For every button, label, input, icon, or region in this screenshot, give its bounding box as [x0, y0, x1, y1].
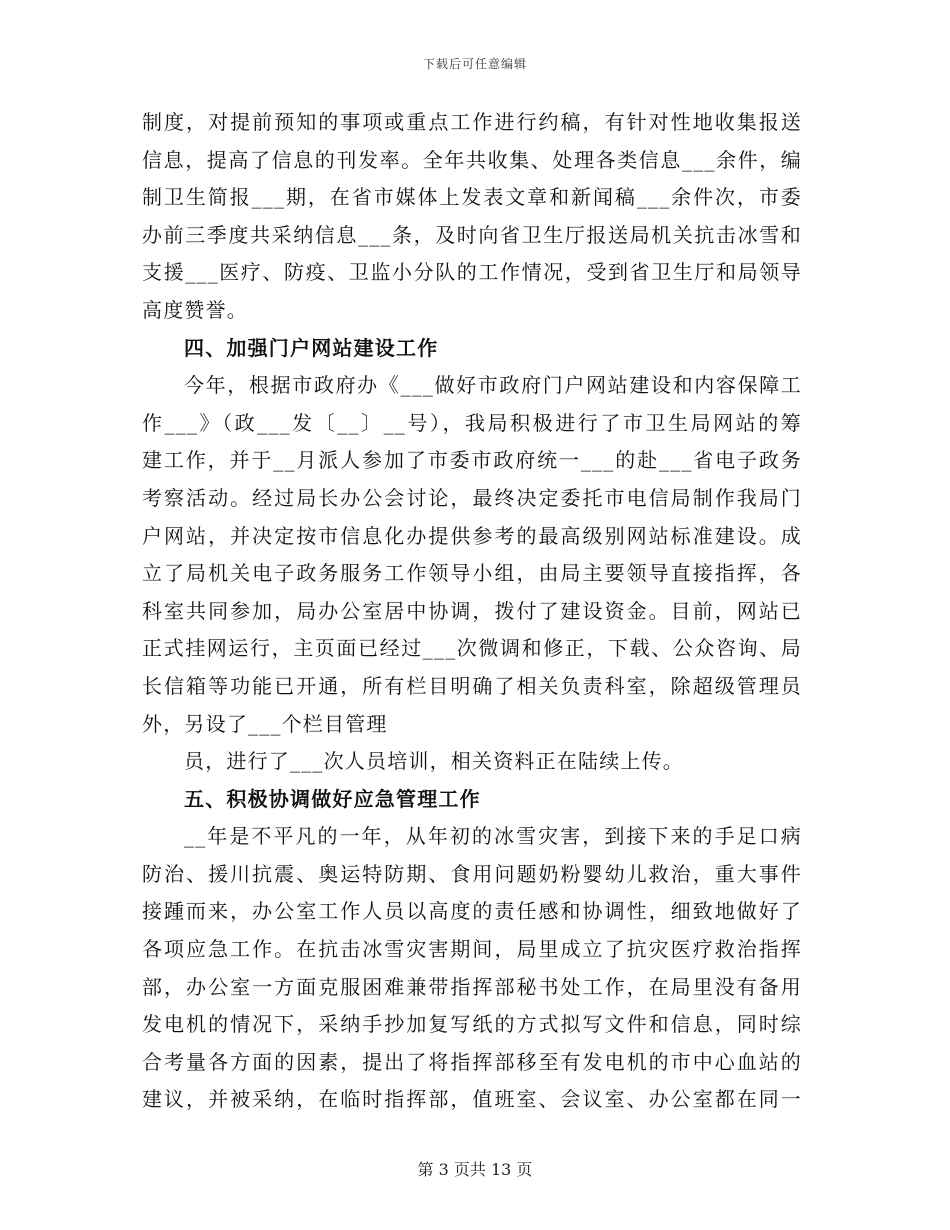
page-footer: 第 3 页共 13 页	[417, 1160, 533, 1179]
page-header: 下载后可任意编辑	[422, 57, 527, 71]
text-line: 户网站，并决定按市信息化办提供参考的最高级别网站标准建设。成	[142, 523, 802, 548]
text-line: 正式挂网运行，主页面已经过___次微调和修正，下载、公众咨询、局	[142, 636, 802, 661]
text-line: 科室共同参加，局办公室居中协调，拨付了建设资金。目前，网站已	[142, 598, 802, 623]
text-line: 防治、援川抗震、奥运特防期、食用问题奶粉婴幼儿救治，重大事件	[142, 861, 802, 886]
text-line: 今年，根据市政府办《___做好市政府门户网站建设和内容保障工	[184, 373, 802, 398]
text-line: 立了局机关电子政务服务工作领导小组，由局主要领导直接指挥，各	[142, 561, 802, 586]
text-line: 信息，提高了信息的刊发率。全年共收集、处理各类信息___余件，编	[142, 147, 802, 172]
text-line: 制度，对提前预知的事项或重点工作进行约稿，有针对性地收集报送	[142, 110, 802, 134]
text-line: __年是不平凡的一年，从年初的冰雪灾害，到接下来的手足口病	[184, 824, 802, 849]
text-line: 建工作，并于__月派人参加了市委市政府统一___的赴___省电子政务	[142, 448, 802, 473]
text-line: 外，另设了___个栏目管理	[142, 711, 388, 736]
text-line: 员，进行了___次人员培训，相关资料正在陆续上传。	[184, 749, 684, 774]
text-line: 长信箱等功能已开通，所有栏目明确了相关负责科室，除超级管理员	[142, 673, 802, 698]
text-line: 部，办公室一方面克服困难兼带指挥部秘书处工作，在局里没有备用	[142, 974, 802, 999]
section-heading: 四、加强门户网站建设工作	[184, 335, 439, 360]
text-line: 合考量各方面的因素，提出了将指挥部移至有发电机的市中心血站的	[142, 1049, 802, 1074]
text-line: 制卫生简报___期，在省市媒体上发表文章和新闻稿___余件次，市委	[142, 185, 802, 210]
text-line: 各项应急工作。在抗击冰雪灾害期间，局里成立了抗灾医疗救治指挥	[142, 937, 802, 962]
text-line: 支援___医疗、防疫、卫监小分队的工作情况，受到省卫生厅和局领导	[142, 260, 802, 285]
document-body	[142, 104, 802, 1119]
text-line: 接踵而来，办公室工作人员以高度的责任感和协调性，细致地做好了	[142, 899, 802, 924]
text-line: 办前三季度共采纳信息___条，及时向省卫生厅报送局机关抗击冰雪和	[142, 222, 802, 247]
section-heading: 五、积极协调做好应急管理工作	[184, 786, 481, 811]
text-line: 建议，并被采纳，在临时指挥部，值班室、会议室、办公室都在同一	[142, 1087, 802, 1112]
text-line: 作___》（政___发〔__〕__号），我局积极进行了市卫生局网站的筹	[142, 410, 802, 435]
text-line: 考察活动。经过局长办公会讨论，最终决定委托市电信局制作我局门	[142, 485, 802, 510]
text-line: 发电机的情况下，采纳手抄加复写纸的方式拟写文件和信息，同时综	[142, 1012, 802, 1037]
text-line: 高度赞誉。	[142, 297, 248, 322]
